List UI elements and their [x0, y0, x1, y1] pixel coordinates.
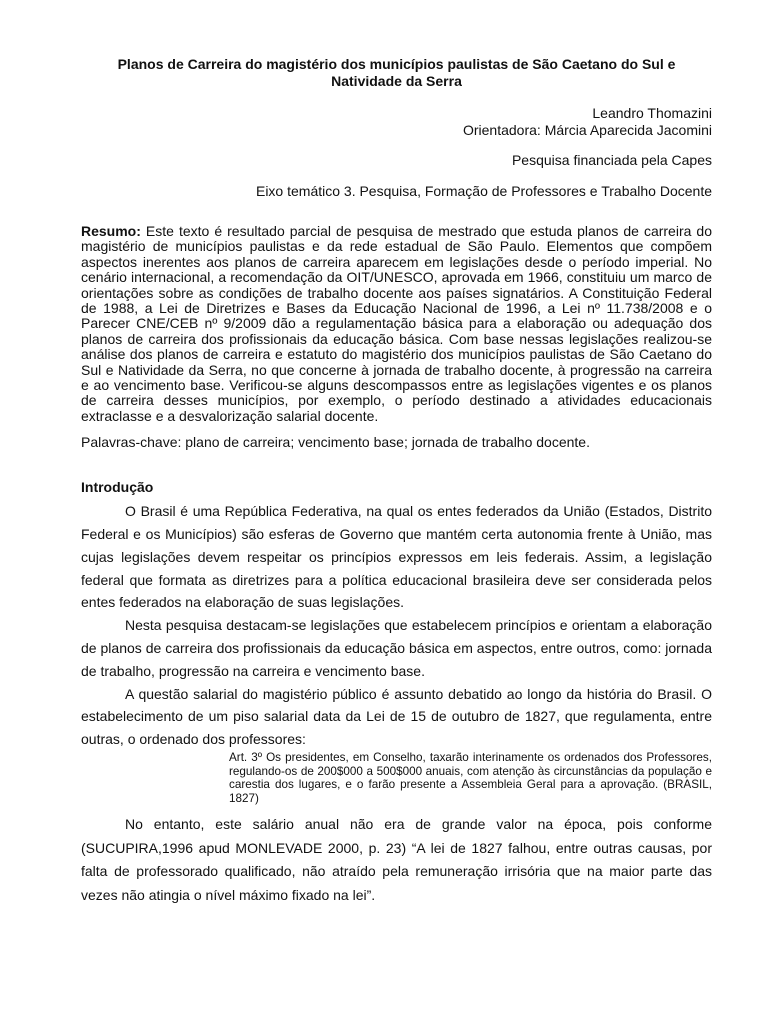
funding-note: Pesquisa financiada pela Capes: [511, 152, 712, 168]
paper-title: Planos de Carreira do magistério dos municípios paulistas de São Caetano do Sul e Natividade da Serra: [117, 56, 676, 89]
author-block: [81, 105, 712, 200]
thematic-axis: Eixo temático 3. Pesquisa, Formação de Professores e Trabalho Docente: [255, 183, 712, 199]
intro-paragraph-1: O Brasil é uma República Federativa, na qual os entes federados da União (Estados, Distrito Federal e os Municípios) são esferas de Governo que mantém certa autonomia frente à União, mas cujas legislações devem respeitar os princípios expressos em leis federais. Assim, a legislação federal que formata as diretrizes para a política educacional brasileira deve ser considerada pelos entes federados na elaboração de suas legislações.: [81, 503, 712, 611]
keywords: Palavras-chave: plano de carreira; vencimento base; jornada de trabalho docente.: [81, 434, 590, 451]
author-name: Leandro Thomazini: [592, 105, 712, 121]
abstract-label: Resumo:: [81, 223, 141, 239]
abstract: [81, 224, 712, 424]
intro-paragraph-4: No entanto, este salário anual não era de grande valor na época, pois conforme (SUCUPIRA,1996 apud MONLEVADE 2000, p. 23) “A lei de 1827 falhou, entre outras causas, por falta de professorado qualificado, não atraído pela remuneração irrisória que na maior parte das vezes não atingia o nível máximo fixado na lei”.: [81, 816, 712, 903]
section-heading-introduction: Introdução: [81, 479, 154, 496]
block-quote: Art. 3º Os presidentes, em Conselho, taxarão interinamente os ordenados dos Professores, regulando-os de 200$000 a 500$000 anuais, com atenção às circunstâncias da população e carestia dos lugares, e o farão presente a Assembleia Geral para a aprovação. (BRASIL, 1827): [229, 751, 712, 805]
intro-paragraph-2: Nesta pesquisa destacam-se legislações que estabelecem princípios e orientam a elaboração de planos de carreira dos profissionais da educação básica em aspectos, entre outros, como: jornada de trabalho, progressão na carreira e vencimento base.: [81, 617, 712, 679]
intro-paragraph-3: A questão salarial do magistério público é assunto debatido ao longo da história do Brasil. O estabelecimento de um piso salarial data da Lei de 15 de outubro de 1827, que regulamenta, entre outras, o ordenado dos professores:: [81, 685, 712, 748]
abstract-text: Este texto é resultado parcial de pesquisa de mestrado que estuda planos de carreira do magistério de municípios paulistas e da rede estadual de São Paulo. Elementos que compõem aspectos inerentes aos planos de carreira aparecem em legislações desde o período imperial. No cenário internacional, a recomendação da OIT/UNESCO, aprovada em 1966, constituiu um marco de orientações sobre as condições de trabalho docente aos países signatários. A Constituição Federal de 1988, a Lei de Diretrizes e Bases da Educação Nacional de 1996, a Lei nº 11.738/2008 e o Parecer CNE/CEB nº 9/2009 dão a regulamentação básica para a elaboração ou adequação dos planos de carreira dos profissionais da educação básica. Com base nessas legislações realizou-se análise dos planos de carreira e estatuto do magistério dos municípios paulistas de São Caetano do Sul e Natividade da Serra, no que concerne à jornada de trabalho docente, à progressão na carreira e ao vencimento base. Verificou-se alguns descompassos entre as legislações vigentes e os planos de carreira desses municípios, por exemplo, o período destinado a atividades educacionais extraclasse e a desvalorização salarial docente.: [81, 223, 712, 424]
advisor-name: Orientadora: Márcia Aparecida Jacomini: [462, 122, 712, 138]
